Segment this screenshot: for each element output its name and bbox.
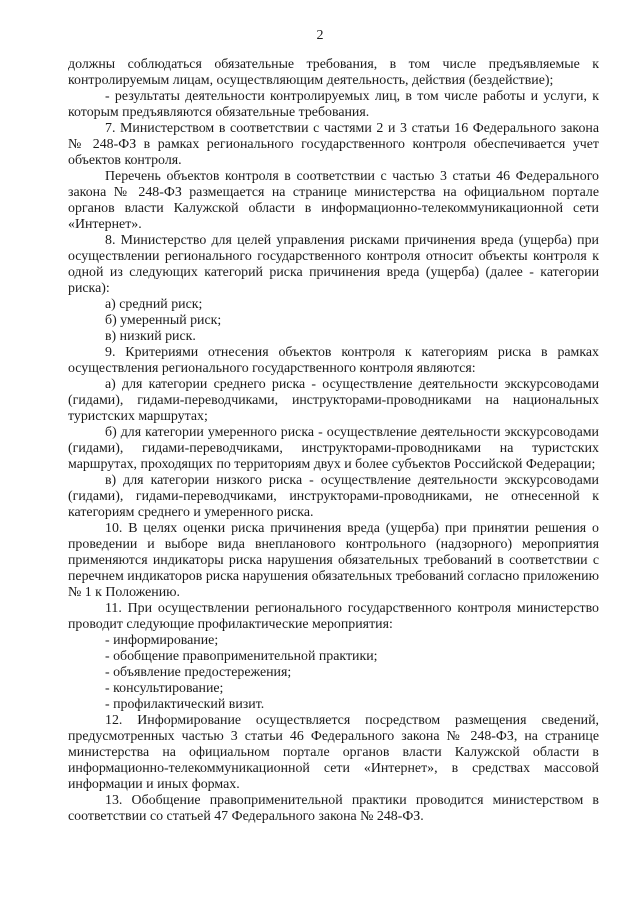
paragraph-7-list-of-objects: Перечень объектов контроля в соответствии с частью 3 статьи 46 Федерального закона № 248-ФЗ размещается на странице министерства на официальном портале органов власти Калужской области в информационно-телекоммуникационной сети «Интернет». bbox=[68, 169, 599, 232]
paragraph-10: 10. В целях оценки риска причинения вреда (ущерба) при принятии решения о проведении и выборе вида внепланового контрольного (надзорного) мероприятия применяются индикаторы риска нарушения обязательных требований в соответствии с перечнем индикаторов риска нарушения обязательных требований согласно приложению № 1 к Положению. bbox=[68, 521, 599, 600]
criteria-low-risk: в) для категории низкого риска - осуществление деятельности экскурсоводами (гидами), гидами-переводчиками, инструкторами-проводниками, не отнесенной к категориям среднего и умеренного риска. bbox=[68, 473, 599, 520]
risk-category-medium: а) средний риск; bbox=[105, 297, 203, 312]
document-body bbox=[68, 57, 599, 825]
measure-informing: - информирование; bbox=[105, 633, 219, 648]
paragraph-continued: должны соблюдаться обязательные требования, в том числе предъявляемые к контролируемым лицам, осуществляющим деятельность, действия (бездействие); bbox=[68, 57, 599, 88]
criteria-medium-risk: а) для категории среднего риска - осуществление деятельности экскурсоводами (гидами), гидами-переводчиками, инструкторами-проводниками на национальных туристских маршрутах; bbox=[68, 377, 599, 424]
paragraph-9: 9. Критериями отнесения объектов контроля к категориям риска в рамках осуществления регионального государственного контроля являются: bbox=[68, 345, 599, 376]
paragraph-results-bullet: - результаты деятельности контролируемых лиц, в том числе работы и услуги, к которым предъявляются обязательные требования. bbox=[68, 89, 599, 120]
measure-consulting: - консультирование; bbox=[105, 681, 224, 696]
paragraph-12: 12. Информирование осуществляется посредством размещения сведений, предусмотренных частью 3 статьи 46 Федерального закона № 248-ФЗ, на странице министерства на официальном портале органов власти Калужской области в информационно-телекоммуникационной сети «Интернет», в средствах массовой информации и иных формах. bbox=[68, 713, 599, 792]
paragraph-11: 11. При осуществлении регионального государственного контроля министерство проводит следующие профилактические мероприятия: bbox=[68, 601, 599, 632]
measure-practice-generalization: - обобщение правоприменительной практики; bbox=[105, 649, 378, 664]
criteria-moderate-risk: б) для категории умеренного риска - осуществление деятельности экскурсоводами (гидами), гидами-переводчиками, инструкторами-проводниками на туристских маршрутах, проходящих по территориям двух и более субъектов Российской Федерации; bbox=[68, 425, 599, 472]
measure-warning: - объявление предостережения; bbox=[105, 665, 292, 680]
measure-preventive-visit: - профилактический визит. bbox=[105, 697, 265, 712]
page-number: 2 bbox=[316, 28, 324, 43]
paragraph-13: 13. Обобщение правоприменительной практики проводится министерством в соответствии со статьей 47 Федерального закона № 248-ФЗ. bbox=[68, 793, 599, 824]
paragraph-7: 7. Министерством в соответствии с частями 2 и 3 статьи 16 Федерального закона № 248-ФЗ в рамках регионального государственного контроля обеспечивается учет объектов контроля. bbox=[68, 121, 599, 168]
paragraph-8: 8. Министерство для целей управления рисками причинения вреда (ущерба) при осуществлении регионального государственного контроля относит объекты контроля к одной из следующих категорий риска причинения вреда (ущерба) (далее - категории риска): bbox=[68, 233, 599, 296]
risk-category-moderate: б) умеренный риск; bbox=[105, 313, 222, 328]
risk-category-low: в) низкий риск. bbox=[105, 329, 196, 344]
